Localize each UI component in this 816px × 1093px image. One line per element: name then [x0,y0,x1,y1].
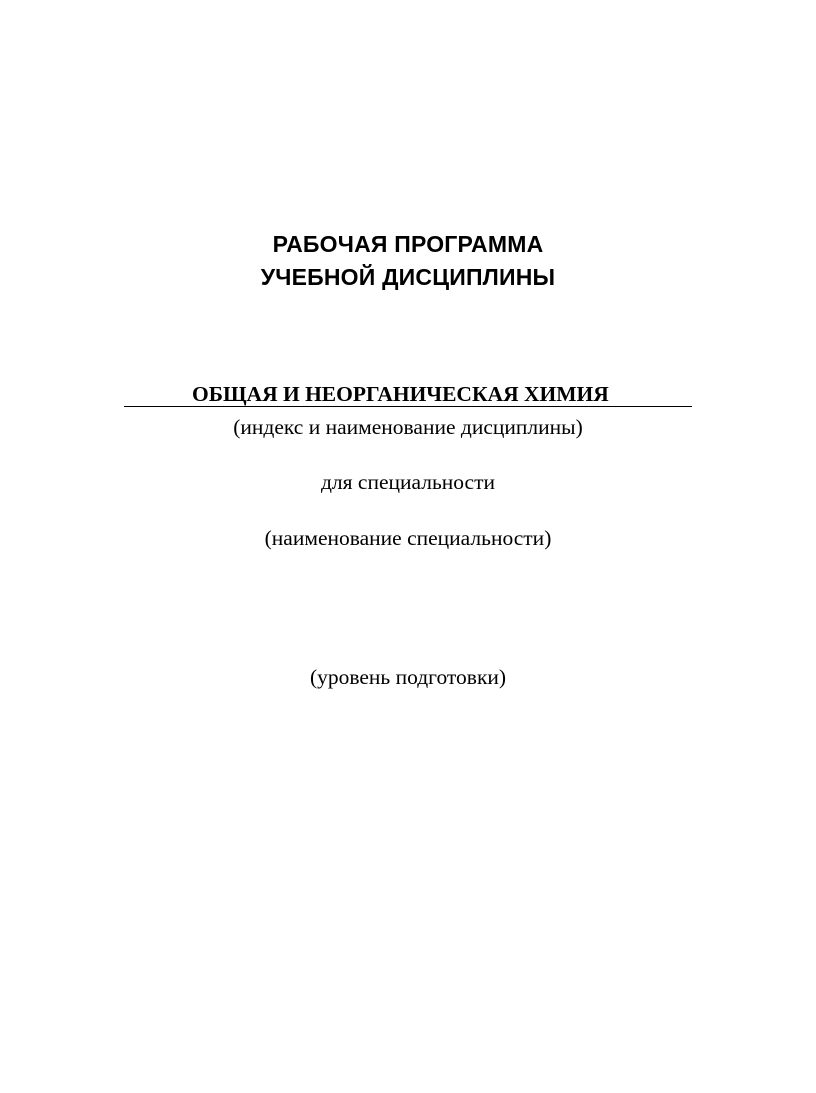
title-line-2: УЧЕБНОЙ ДИСЦИПЛИНЫ [260,264,556,290]
document-title [0,228,816,294]
level-caption: (уровень подготовки) [309,665,507,689]
specialty-caption: (наименование специальности) [264,526,552,550]
discipline-name: ОБЩАЯ И НЕОРГАНИЧЕСКАЯ ХИМИЯ [192,382,609,406]
discipline-caption [0,413,816,441]
discipline-caption-text: (индекс и наименование дисциплины) [233,415,583,439]
specialty-prefix: для специальности [320,470,496,494]
title-line-1: РАБОЧАЯ ПРОГРАММА [272,231,544,257]
discipline-underline [124,406,692,407]
